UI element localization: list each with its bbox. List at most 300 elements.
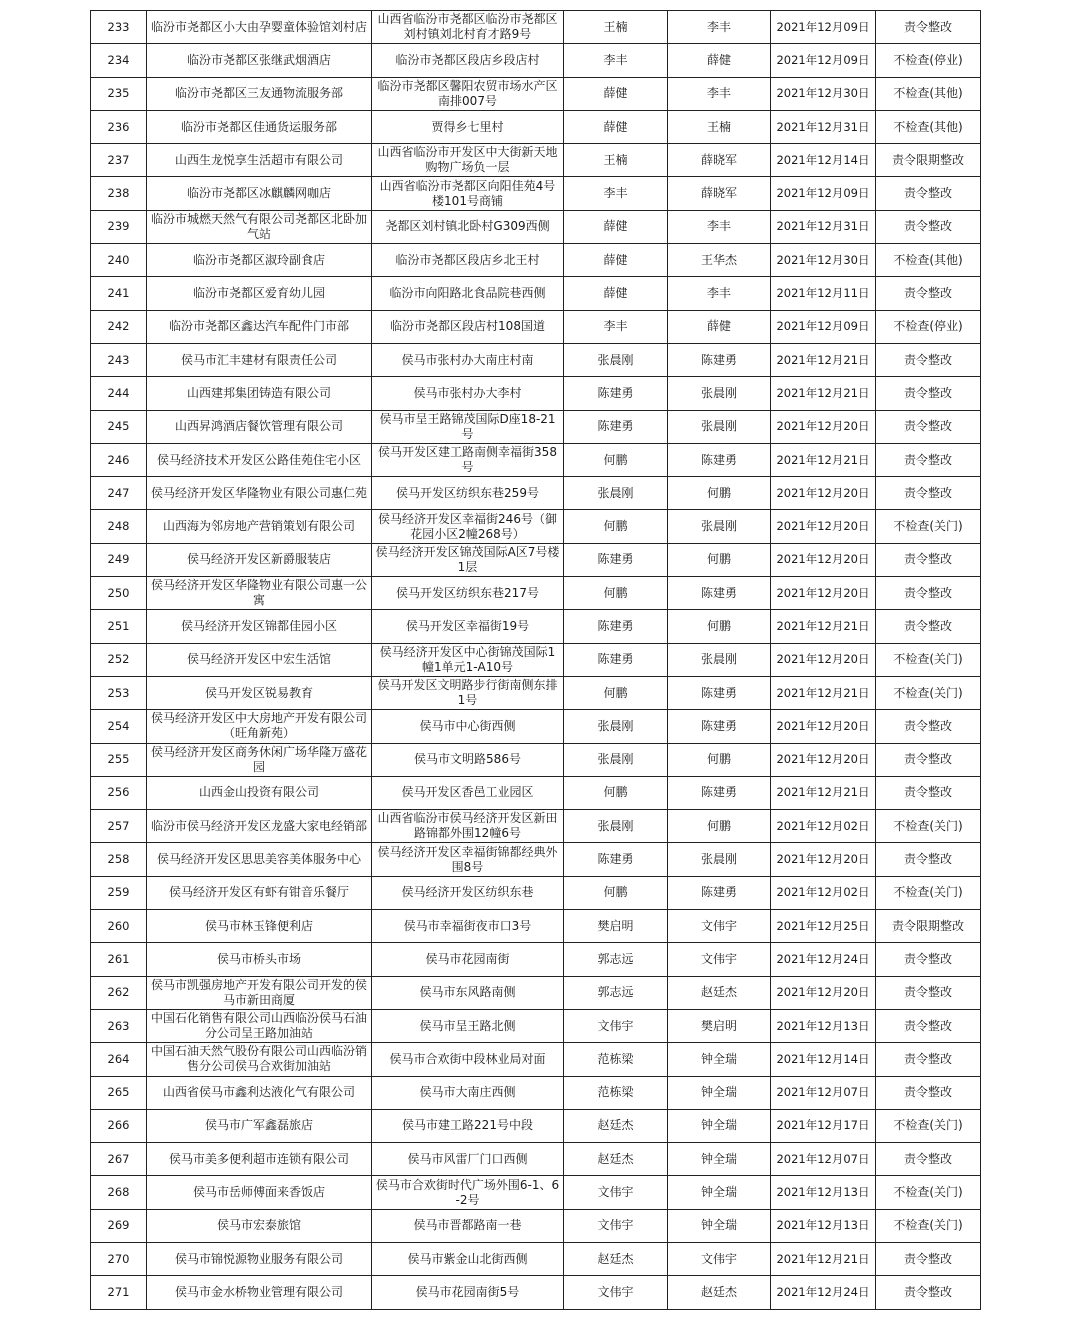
table-row: [91, 110, 981, 143]
entity-name-cell: 临汾市城燃天然气有限公司尧都区北卧加气站: [147, 210, 372, 243]
entity-address-cell: 侯马市花园南街5号: [372, 1276, 564, 1309]
entity-name-cell: 侯马经济技术开发区公路佳苑住宅小区: [147, 443, 372, 476]
record-number-cell: 254: [91, 710, 147, 743]
inspector-secondary-cell: 李丰: [668, 210, 771, 243]
table-row: [91, 1076, 981, 1109]
inspector-secondary-cell: 薛晓军: [668, 144, 771, 177]
entity-address-cell: 侯马市中心街西侧: [372, 710, 564, 743]
table-row: [91, 776, 981, 809]
inspection-date-cell: 2021年12月31日: [771, 210, 876, 243]
entity-address-cell: 侯马开发区建工路南侧幸福街358号: [372, 443, 564, 476]
entity-address-cell: 侯马开发区纺织东巷217号: [372, 577, 564, 610]
record-number-cell: 270: [91, 1242, 147, 1275]
inspector-secondary-cell: 张晨刚: [668, 410, 771, 443]
table-row: [91, 477, 981, 510]
record-number-cell: 260: [91, 910, 147, 943]
entity-address-cell: 侯马经济开发区纺织东巷: [372, 876, 564, 909]
inspection-date-cell: 2021年12月21日: [771, 1242, 876, 1275]
entity-name-cell: 山西海为邻房地产营销策划有限公司: [147, 510, 372, 543]
inspector-secondary-cell: 张晨刚: [668, 843, 771, 876]
table-row: [91, 410, 981, 443]
inspector-primary-cell: 李丰: [564, 310, 668, 343]
table-row: [91, 577, 981, 610]
entity-address-cell: 侯马市张村办大南庄村南: [372, 343, 564, 376]
inspector-secondary-cell: 文伟宇: [668, 1242, 771, 1275]
entity-address-cell: 临汾市尧都区段店乡段店村: [372, 44, 564, 77]
inspector-primary-cell: 王楠: [564, 144, 668, 177]
record-number-cell: 246: [91, 443, 147, 476]
inspector-secondary-cell: 樊启明: [668, 1009, 771, 1042]
record-number-cell: 251: [91, 610, 147, 643]
record-number-cell: 264: [91, 1043, 147, 1076]
table-row: [91, 643, 981, 676]
inspector-secondary-cell: 陈建勇: [668, 776, 771, 809]
inspector-secondary-cell: 文伟宇: [668, 943, 771, 976]
inspection-result-cell: 不检查(关门): [876, 643, 981, 676]
inspection-result-cell: 不检查(关门): [876, 810, 981, 843]
inspection-records-table: [90, 10, 981, 1310]
inspector-primary-cell: 何鹏: [564, 676, 668, 709]
inspection-result-cell: 不检查(其他): [876, 244, 981, 277]
inspector-secondary-cell: 李丰: [668, 77, 771, 110]
entity-address-cell: 侯马开发区幸福街19号: [372, 610, 564, 643]
table-row: [91, 277, 981, 310]
record-number-cell: 234: [91, 44, 147, 77]
inspector-secondary-cell: 陈建勇: [668, 876, 771, 909]
inspector-primary-cell: 张晨刚: [564, 710, 668, 743]
table-row: [91, 910, 981, 943]
document-page: [90, 10, 980, 1310]
entity-name-cell: 侯马市广军鑫磊旅店: [147, 1109, 372, 1142]
inspector-primary-cell: 薛健: [564, 244, 668, 277]
inspector-primary-cell: 范栋梁: [564, 1043, 668, 1076]
record-number-cell: 257: [91, 810, 147, 843]
inspection-result-cell: 责令整改: [876, 443, 981, 476]
record-number-cell: 248: [91, 510, 147, 543]
inspector-primary-cell: 薛健: [564, 277, 668, 310]
entity-address-cell: 山西省临汾市侯马经济开发区新田路锦都外围12幢6号: [372, 810, 564, 843]
entity-name-cell: 侯马经济开发区中宏生活馆: [147, 643, 372, 676]
table-row: [91, 1009, 981, 1042]
inspection-date-cell: 2021年12月25日: [771, 910, 876, 943]
inspector-secondary-cell: 王华杰: [668, 244, 771, 277]
inspection-date-cell: 2021年12月20日: [771, 477, 876, 510]
inspection-result-cell: 责令整改: [876, 943, 981, 976]
entity-name-cell: 侯马经济开发区中大房地产开发有限公司（旺角新苑）: [147, 710, 372, 743]
entity-name-cell: 临汾市尧都区爱育幼儿园: [147, 277, 372, 310]
inspection-result-cell: 不检查(关门): [876, 1209, 981, 1242]
record-number-cell: 241: [91, 277, 147, 310]
record-number-cell: 255: [91, 743, 147, 776]
inspector-primary-cell: 薛健: [564, 110, 668, 143]
record-number-cell: 268: [91, 1176, 147, 1209]
inspector-secondary-cell: 钟全瑞: [668, 1076, 771, 1109]
inspector-primary-cell: 陈建勇: [564, 643, 668, 676]
inspection-result-cell: 不检查(关门): [876, 876, 981, 909]
entity-name-cell: 山西建邦集团铸造有限公司: [147, 377, 372, 410]
inspector-primary-cell: 王楠: [564, 11, 668, 44]
inspection-result-cell: 责令整改: [876, 210, 981, 243]
inspector-primary-cell: 李丰: [564, 44, 668, 77]
inspection-result-cell: 责令整改: [876, 410, 981, 443]
inspection-date-cell: 2021年12月07日: [771, 1143, 876, 1176]
inspection-result-cell: 责令限期整改: [876, 910, 981, 943]
inspector-secondary-cell: 钟全瑞: [668, 1043, 771, 1076]
inspection-date-cell: 2021年12月20日: [771, 710, 876, 743]
entity-address-cell: 侯马市呈王路锦茂国际D座18-21号: [372, 410, 564, 443]
table-row: [91, 1276, 981, 1309]
inspection-date-cell: 2021年12月20日: [771, 843, 876, 876]
inspection-result-cell: 责令整改: [876, 1242, 981, 1275]
entity-name-cell: 临汾市尧都区鑫达汽车配件门市部: [147, 310, 372, 343]
inspector-primary-cell: 何鹏: [564, 776, 668, 809]
inspector-primary-cell: 赵廷杰: [564, 1143, 668, 1176]
inspector-primary-cell: 薛健: [564, 77, 668, 110]
record-number-cell: 259: [91, 876, 147, 909]
inspector-primary-cell: 何鹏: [564, 443, 668, 476]
entity-name-cell: 临汾市尧都区冰麒麟网咖店: [147, 177, 372, 210]
record-number-cell: 245: [91, 410, 147, 443]
inspection-date-cell: 2021年12月31日: [771, 110, 876, 143]
table-row: [91, 943, 981, 976]
inspection-date-cell: 2021年12月11日: [771, 277, 876, 310]
record-number-cell: 239: [91, 210, 147, 243]
entity-address-cell: 侯马市幸福街夜市口3号: [372, 910, 564, 943]
record-number-cell: 244: [91, 377, 147, 410]
entity-name-cell: 侯马经济开发区锦都佳园小区: [147, 610, 372, 643]
record-number-cell: 265: [91, 1076, 147, 1109]
table-row: [91, 343, 981, 376]
entity-name-cell: 侯马市凯强房地产开发有限公司开发的侯马市新田商厦: [147, 976, 372, 1009]
entity-name-cell: 山西省侯马市鑫利达液化气有限公司: [147, 1076, 372, 1109]
entity-address-cell: 临汾市尧都区馨阳农贸市场水产区南排007号: [372, 77, 564, 110]
inspector-secondary-cell: 王楠: [668, 110, 771, 143]
table-row: [91, 244, 981, 277]
entity-address-cell: 侯马市大南庄西侧: [372, 1076, 564, 1109]
table-row: [91, 210, 981, 243]
inspector-secondary-cell: 薛健: [668, 310, 771, 343]
inspection-result-cell: 责令限期整改: [876, 144, 981, 177]
table-row: [91, 743, 981, 776]
entity-name-cell: 侯马市汇丰建材有限责任公司: [147, 343, 372, 376]
inspection-date-cell: 2021年12月21日: [771, 443, 876, 476]
entity-address-cell: 侯马市东风路南侧: [372, 976, 564, 1009]
inspection-date-cell: 2021年12月13日: [771, 1009, 876, 1042]
inspection-date-cell: 2021年12月20日: [771, 410, 876, 443]
inspector-primary-cell: 张晨刚: [564, 743, 668, 776]
entity-address-cell: 侯马市呈王路北侧: [372, 1009, 564, 1042]
entity-address-cell: 临汾市尧都区段店乡北王村: [372, 244, 564, 277]
entity-name-cell: 侯马市锦悦源物业服务有限公司: [147, 1242, 372, 1275]
inspector-secondary-cell: 文伟宇: [668, 910, 771, 943]
entity-name-cell: 中国石油天然气股份有限公司山西临汾销售分公司侯马合欢街加油站: [147, 1043, 372, 1076]
inspector-primary-cell: 张晨刚: [564, 343, 668, 376]
inspection-result-cell: 责令整改: [876, 577, 981, 610]
inspector-primary-cell: 张晨刚: [564, 477, 668, 510]
record-number-cell: 252: [91, 643, 147, 676]
inspector-primary-cell: 范栋梁: [564, 1076, 668, 1109]
entity-name-cell: 侯马市岳师傅面来香饭店: [147, 1176, 372, 1209]
entity-name-cell: 侯马市桥头市场: [147, 943, 372, 976]
inspector-secondary-cell: 何鹏: [668, 743, 771, 776]
inspector-secondary-cell: 钟全瑞: [668, 1143, 771, 1176]
record-number-cell: 269: [91, 1209, 147, 1242]
inspector-primary-cell: 赵廷杰: [564, 1242, 668, 1275]
inspector-secondary-cell: 李丰: [668, 11, 771, 44]
inspector-primary-cell: 陈建勇: [564, 610, 668, 643]
table-row: [91, 676, 981, 709]
inspection-result-cell: 责令整改: [876, 743, 981, 776]
table-row: [91, 843, 981, 876]
entity-address-cell: 侯马市晋都路南一巷: [372, 1209, 564, 1242]
entity-address-cell: 山西省临汾市尧都区临汾市尧都区刘村镇刘北村育才路9号: [372, 11, 564, 44]
entity-address-cell: 侯马开发区香邑工业园区: [372, 776, 564, 809]
inspection-date-cell: 2021年12月21日: [771, 676, 876, 709]
record-number-cell: 263: [91, 1009, 147, 1042]
inspector-primary-cell: 赵廷杰: [564, 1109, 668, 1142]
table-row: [91, 1143, 981, 1176]
inspection-date-cell: 2021年12月21日: [771, 343, 876, 376]
inspector-secondary-cell: 陈建勇: [668, 577, 771, 610]
entity-name-cell: 山西生龙悦享生活超市有限公司: [147, 144, 372, 177]
inspection-date-cell: 2021年12月09日: [771, 310, 876, 343]
inspector-primary-cell: 何鹏: [564, 510, 668, 543]
inspector-primary-cell: 陈建勇: [564, 843, 668, 876]
inspector-primary-cell: 何鹏: [564, 876, 668, 909]
inspection-result-cell: 责令整改: [876, 843, 981, 876]
entity-name-cell: 侯马开发区锐易教育: [147, 676, 372, 709]
entity-address-cell: 侯马市张村办大李村: [372, 377, 564, 410]
inspection-date-cell: 2021年12月30日: [771, 244, 876, 277]
entity-address-cell: 侯马经济开发区中心街锦茂国际1幢1单元1-A10号: [372, 643, 564, 676]
table-row: [91, 11, 981, 44]
inspection-result-cell: 责令整改: [876, 976, 981, 1009]
table-row: [91, 1176, 981, 1209]
inspection-date-cell: 2021年12月02日: [771, 876, 876, 909]
entity-address-cell: 侯马经济开发区锦茂国际A区7号楼1层: [372, 543, 564, 576]
entity-address-cell: 侯马开发区文明路步行街南侧东排1号: [372, 676, 564, 709]
inspection-date-cell: 2021年12月24日: [771, 943, 876, 976]
table-row: [91, 1242, 981, 1275]
inspector-primary-cell: 郭志远: [564, 943, 668, 976]
entity-address-cell: 贾得乡七里村: [372, 110, 564, 143]
record-number-cell: 240: [91, 244, 147, 277]
entity-name-cell: 侯马经济开发区有虾有钳音乐餐厅: [147, 876, 372, 909]
inspection-result-cell: 责令整改: [876, 610, 981, 643]
inspector-secondary-cell: 陈建勇: [668, 443, 771, 476]
record-number-cell: 258: [91, 843, 147, 876]
table-row: [91, 976, 981, 1009]
entity-name-cell: 临汾市尧都区张继武烟酒店: [147, 44, 372, 77]
entity-name-cell: 侯马市林玉锋便利店: [147, 910, 372, 943]
inspection-result-cell: 责令整改: [876, 1143, 981, 1176]
inspector-primary-cell: 薛健: [564, 210, 668, 243]
entity-name-cell: 侯马市宏泰旅馆: [147, 1209, 372, 1242]
entity-name-cell: 侯马经济开发区新爵服装店: [147, 543, 372, 576]
table-body: [91, 11, 981, 1310]
record-number-cell: 236: [91, 110, 147, 143]
record-number-cell: 249: [91, 543, 147, 576]
entity-name-cell: 侯马经济开发区商务休闲广场华隆万盛花园: [147, 743, 372, 776]
inspection-date-cell: 2021年12月17日: [771, 1109, 876, 1142]
entity-address-cell: 侯马市风雷厂门口西侧: [372, 1143, 564, 1176]
record-number-cell: 235: [91, 77, 147, 110]
inspector-primary-cell: 文伟宇: [564, 1009, 668, 1042]
inspector-secondary-cell: 张晨刚: [668, 643, 771, 676]
table-row: [91, 443, 981, 476]
inspection-date-cell: 2021年12月09日: [771, 11, 876, 44]
inspection-result-cell: 不检查(关门): [876, 1109, 981, 1142]
inspector-secondary-cell: 何鹏: [668, 477, 771, 510]
entity-address-cell: 侯马市建工路221号中段: [372, 1109, 564, 1142]
inspection-date-cell: 2021年12月20日: [771, 510, 876, 543]
inspection-result-cell: 责令整改: [876, 177, 981, 210]
inspector-secondary-cell: 薛健: [668, 44, 771, 77]
entity-name-cell: 中国石化销售有限公司山西临汾侯马石油分公司呈王路加油站: [147, 1009, 372, 1042]
table-row: [91, 710, 981, 743]
table-row: [91, 77, 981, 110]
inspector-secondary-cell: 何鹏: [668, 543, 771, 576]
table-row: [91, 1209, 981, 1242]
inspection-result-cell: 不检查(关门): [876, 510, 981, 543]
inspector-secondary-cell: 薛晓军: [668, 177, 771, 210]
entity-address-cell: 山西省临汾市尧都区向阳佳苑4号楼101号商铺: [372, 177, 564, 210]
inspector-secondary-cell: 钟全瑞: [668, 1209, 771, 1242]
record-number-cell: 256: [91, 776, 147, 809]
inspection-date-cell: 2021年12月13日: [771, 1176, 876, 1209]
inspector-secondary-cell: 何鹏: [668, 610, 771, 643]
entity-name-cell: 临汾市尧都区三友通物流服务部: [147, 77, 372, 110]
inspector-primary-cell: 樊启明: [564, 910, 668, 943]
inspection-date-cell: 2021年12月14日: [771, 144, 876, 177]
inspection-result-cell: 责令整改: [876, 1276, 981, 1309]
inspector-primary-cell: 陈建勇: [564, 377, 668, 410]
entity-name-cell: 临汾市尧都区小大由孕婴童体验馆刘村店: [147, 11, 372, 44]
record-number-cell: 266: [91, 1109, 147, 1142]
record-number-cell: 238: [91, 177, 147, 210]
inspector-primary-cell: 何鹏: [564, 577, 668, 610]
table-row: [91, 1109, 981, 1142]
record-number-cell: 271: [91, 1276, 147, 1309]
inspection-result-cell: 不检查(其他): [876, 110, 981, 143]
inspector-secondary-cell: 陈建勇: [668, 343, 771, 376]
inspector-primary-cell: 张晨刚: [564, 810, 668, 843]
entity-name-cell: 侯马市美多便利超市连锁有限公司: [147, 1143, 372, 1176]
inspection-date-cell: 2021年12月20日: [771, 643, 876, 676]
entity-name-cell: 侯马经济开发区华隆物业有限公司惠仁苑: [147, 477, 372, 510]
inspection-result-cell: 责令整改: [876, 543, 981, 576]
entity-address-cell: 临汾市向阳路北食品院巷西侧: [372, 277, 564, 310]
inspection-result-cell: 责令整改: [876, 776, 981, 809]
table-row: [91, 177, 981, 210]
record-number-cell: 262: [91, 976, 147, 1009]
inspector-primary-cell: 陈建勇: [564, 410, 668, 443]
inspection-result-cell: 责令整改: [876, 710, 981, 743]
inspector-secondary-cell: 陈建勇: [668, 676, 771, 709]
inspection-date-cell: 2021年12月02日: [771, 810, 876, 843]
entity-name-cell: 临汾市侯马经济开发区龙盛大家电经销部: [147, 810, 372, 843]
table-row: [91, 1043, 981, 1076]
entity-address-cell: 山西省临汾市开发区中大街新天地购物广场负一层: [372, 144, 564, 177]
inspection-result-cell: 责令整改: [876, 1009, 981, 1042]
inspection-date-cell: 2021年12月13日: [771, 1209, 876, 1242]
entity-name-cell: 侯马经济开发区华隆物业有限公司惠一公寓: [147, 577, 372, 610]
table-row: [91, 144, 981, 177]
inspection-date-cell: 2021年12月20日: [771, 976, 876, 1009]
inspector-secondary-cell: 赵廷杰: [668, 1276, 771, 1309]
inspection-result-cell: 责令整改: [876, 377, 981, 410]
record-number-cell: 267: [91, 1143, 147, 1176]
entity-name-cell: 临汾市尧都区淑玲副食店: [147, 244, 372, 277]
inspection-date-cell: 2021年12月09日: [771, 177, 876, 210]
inspector-primary-cell: 陈建勇: [564, 543, 668, 576]
entity-address-cell: 临汾市尧都区段店村108国道: [372, 310, 564, 343]
entity-name-cell: 山西金山投资有限公司: [147, 776, 372, 809]
entity-address-cell: 侯马市花园南街: [372, 943, 564, 976]
entity-address-cell: 侯马开发区纺织东巷259号: [372, 477, 564, 510]
table-row: [91, 310, 981, 343]
inspection-date-cell: 2021年12月21日: [771, 776, 876, 809]
inspection-date-cell: 2021年12月20日: [771, 743, 876, 776]
inspection-result-cell: 不检查(其他): [876, 77, 981, 110]
inspection-result-cell: 不检查(关门): [876, 676, 981, 709]
inspector-secondary-cell: 张晨刚: [668, 377, 771, 410]
inspection-result-cell: 不检查(停业): [876, 44, 981, 77]
entity-address-cell: 侯马市合欢街时代广场外围6-1、6-2号: [372, 1176, 564, 1209]
inspection-date-cell: 2021年12月30日: [771, 77, 876, 110]
entity-name-cell: 山西昇鸿酒店餐饮管理有限公司: [147, 410, 372, 443]
entity-address-cell: 侯马市紫金山北街西侧: [372, 1242, 564, 1275]
table-row: [91, 610, 981, 643]
inspection-result-cell: 不检查(关门): [876, 1176, 981, 1209]
inspector-secondary-cell: 钟全瑞: [668, 1109, 771, 1142]
entity-name-cell: 临汾市尧都区佳通货运服务部: [147, 110, 372, 143]
table-row: [91, 543, 981, 576]
inspection-result-cell: 责令整改: [876, 277, 981, 310]
inspection-date-cell: 2021年12月14日: [771, 1043, 876, 1076]
table-row: [91, 876, 981, 909]
inspection-result-cell: 责令整改: [876, 11, 981, 44]
inspection-result-cell: 责令整改: [876, 477, 981, 510]
entity-address-cell: 侯马经济开发区幸福街锦都经典外围8号: [372, 843, 564, 876]
inspector-primary-cell: 文伟宇: [564, 1209, 668, 1242]
inspection-date-cell: 2021年12月09日: [771, 44, 876, 77]
inspector-primary-cell: 李丰: [564, 177, 668, 210]
table-row: [91, 377, 981, 410]
inspector-primary-cell: 郭志远: [564, 976, 668, 1009]
record-number-cell: 237: [91, 144, 147, 177]
entity-address-cell: 侯马经济开发区幸福街246号（御花园小区2幢268号）: [372, 510, 564, 543]
inspector-secondary-cell: 李丰: [668, 277, 771, 310]
table-row: [91, 44, 981, 77]
record-number-cell: 243: [91, 343, 147, 376]
entity-address-cell: 侯马市文明路586号: [372, 743, 564, 776]
inspection-date-cell: 2021年12月21日: [771, 377, 876, 410]
inspection-date-cell: 2021年12月20日: [771, 577, 876, 610]
inspection-date-cell: 2021年12月07日: [771, 1076, 876, 1109]
entity-address-cell: 尧都区刘村镇北卧村G309西侧: [372, 210, 564, 243]
inspector-secondary-cell: 陈建勇: [668, 710, 771, 743]
record-number-cell: 250: [91, 577, 147, 610]
inspector-secondary-cell: 何鹏: [668, 810, 771, 843]
record-number-cell: 242: [91, 310, 147, 343]
inspection-result-cell: 责令整改: [876, 1076, 981, 1109]
entity-name-cell: 侯马经济开发区思思美容美体服务中心: [147, 843, 372, 876]
inspection-result-cell: 责令整改: [876, 1043, 981, 1076]
inspection-result-cell: 不检查(停业): [876, 310, 981, 343]
inspection-date-cell: 2021年12月24日: [771, 1276, 876, 1309]
inspection-result-cell: 责令整改: [876, 343, 981, 376]
